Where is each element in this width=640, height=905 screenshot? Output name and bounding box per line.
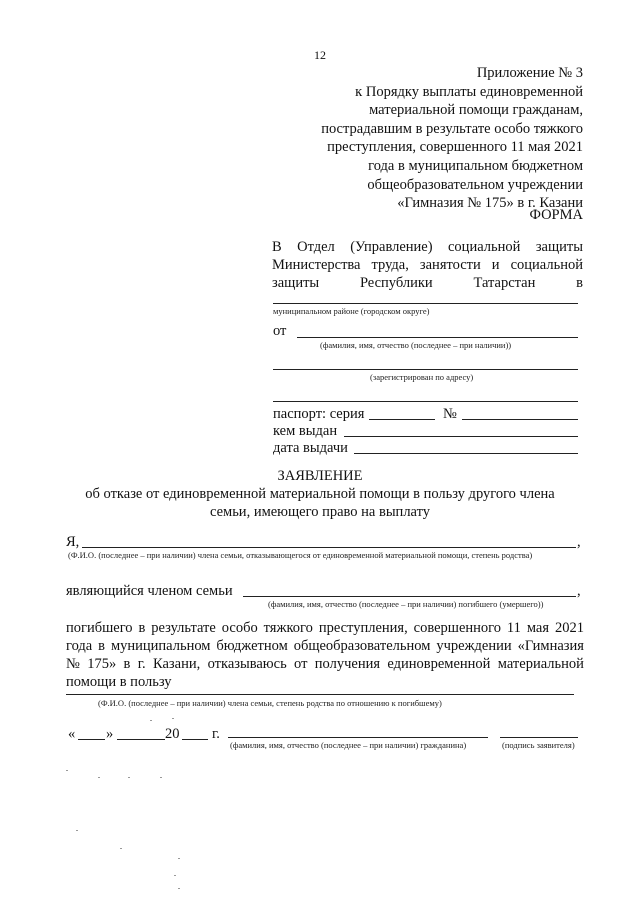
word: защиты	[535, 239, 583, 255]
word: погибшего	[66, 620, 133, 636]
signature-hint: (подпись заявителя)	[502, 740, 575, 750]
word: в	[138, 620, 146, 636]
form-label: ФОРМА	[529, 207, 583, 223]
family-member-label: являющийся членом семьи	[66, 583, 233, 599]
word: года	[66, 638, 93, 654]
page-number: 12	[314, 48, 326, 62]
date-open-quote: «	[68, 726, 76, 742]
family-member-hint: (фамилия, имя, отчество (последнее – при наличии) погибшего (умершего))	[268, 599, 544, 609]
appendix-line: «Гимназия № 175» в г. Казани	[397, 195, 583, 212]
word: совершенного	[413, 620, 501, 636]
word: в	[98, 638, 106, 654]
word: В	[272, 239, 282, 255]
addressee-row	[272, 256, 583, 274]
issued-by-field[interactable]	[344, 436, 578, 437]
word: особо	[221, 620, 258, 636]
word: Республики	[359, 275, 433, 291]
paragraph-last-row: помощи в пользу	[66, 674, 172, 690]
word: г.	[137, 656, 146, 672]
from-field[interactable]	[297, 337, 578, 338]
appendix-line: Приложение № 3	[476, 65, 583, 81]
word: бюджетном	[216, 638, 288, 654]
word: защиты	[272, 275, 320, 291]
statement-subtitle-line1: об отказе от единовременной материальной помощи в пользу другого члена	[85, 486, 555, 502]
district-hint: муниципальном районе (городском округе)	[273, 306, 430, 316]
date-close-quote: »	[106, 726, 114, 742]
appendix-line: года в муниципальном бюджетном	[368, 157, 583, 174]
word: результате	[151, 620, 216, 636]
comma: ,	[577, 583, 581, 599]
appendix-line: преступления, совершенного 11 мая 2021	[327, 139, 583, 156]
issued-by-label: кем выдан	[273, 423, 338, 439]
word: общеобразовательном	[293, 638, 431, 654]
passport-number-field[interactable]	[462, 419, 578, 420]
from-hint: (фамилия, имя, отчество (последнее – при наличии))	[320, 340, 512, 350]
addressee-row	[272, 238, 583, 256]
signer-name-field[interactable]	[228, 737, 488, 738]
passport-series-label: паспорт: серия	[273, 406, 365, 422]
signer-hint: (фамилия, имя, отчество (последнее – при наличии) гражданина)	[230, 740, 467, 750]
word: Министерства	[272, 257, 361, 273]
date-year-field[interactable]	[182, 739, 208, 740]
address-field[interactable]	[273, 369, 578, 370]
appendix-line: общеобразовательном учреждении	[367, 176, 583, 193]
beneficiary-field[interactable]	[66, 694, 574, 695]
statement-title: ЗАЯВЛЕНИЕ	[277, 468, 363, 484]
statement-subtitle-line2: семьи, имеющего право на выплату	[209, 504, 431, 520]
word: 2021	[554, 620, 584, 636]
ya-label: Я,	[66, 534, 80, 550]
appendix-line: материальной помощи гражданам,	[369, 102, 583, 119]
from-label: от	[273, 323, 287, 339]
word: преступления,	[318, 620, 408, 636]
addressee-row	[272, 274, 583, 292]
word: Отдел	[297, 239, 335, 255]
word: тяжкого	[263, 620, 313, 636]
word: Татарстан	[473, 275, 536, 291]
word: 175»	[87, 656, 117, 672]
paragraph-row	[66, 637, 584, 655]
comma: ,	[577, 534, 581, 550]
appendix-line: к Порядку выплаты единовременной	[355, 83, 583, 100]
district-field[interactable]	[273, 303, 578, 304]
word: «Гимназия	[517, 638, 584, 654]
signature-field[interactable]	[500, 737, 578, 738]
word: и	[491, 257, 500, 273]
word: получения	[314, 656, 381, 672]
word: муниципальном	[110, 638, 211, 654]
family-member-field[interactable]	[243, 596, 576, 597]
passport-series-field[interactable]	[369, 419, 435, 420]
appendix-line: пострадавшим в результате особо тяжкого	[321, 120, 583, 137]
ya-hint: (Ф.И.О. (последнее – при наличии) члена семьи, отказывающегося от единовременной материальной помощи, степень родства)	[68, 550, 533, 560]
word: в	[576, 275, 583, 291]
passport-number-label: №	[443, 406, 457, 422]
word: мая	[526, 620, 550, 636]
date-day-field[interactable]	[78, 739, 105, 740]
appendix-header	[321, 64, 583, 213]
date-month-field[interactable]	[117, 739, 165, 740]
word: отказываюсь	[207, 656, 287, 672]
word: труда,	[371, 257, 409, 273]
word: от	[294, 656, 308, 672]
beneficiary-hint: (Ф.И.О. (последнее – при наличии) члена семьи, степень родства по отношению к погибшему)	[98, 698, 442, 708]
word: №	[66, 656, 80, 672]
word: 11	[506, 620, 521, 636]
issue-date-label: дата выдачи	[273, 440, 348, 456]
word: единовременной	[387, 656, 491, 672]
word: социальной	[448, 239, 521, 255]
paragraph	[66, 619, 584, 691]
date-year-suffix: г.	[212, 726, 220, 742]
date-year-prefix: 20	[165, 726, 180, 742]
addressee-block	[272, 238, 583, 292]
word: Казани,	[153, 656, 201, 672]
address-field-2[interactable]	[273, 401, 578, 402]
paragraph-row	[66, 655, 584, 673]
address-hint: (зарегистрирован по адресу)	[370, 372, 474, 382]
word: (Управление)	[350, 239, 433, 255]
word: учреждении	[436, 638, 512, 654]
word: социальной	[510, 257, 583, 273]
word: в	[123, 656, 131, 672]
paragraph-row	[66, 619, 584, 637]
word: материальной	[497, 656, 584, 672]
ya-field[interactable]	[82, 547, 576, 548]
issue-date-field[interactable]	[354, 453, 578, 454]
word: занятости	[419, 257, 481, 273]
